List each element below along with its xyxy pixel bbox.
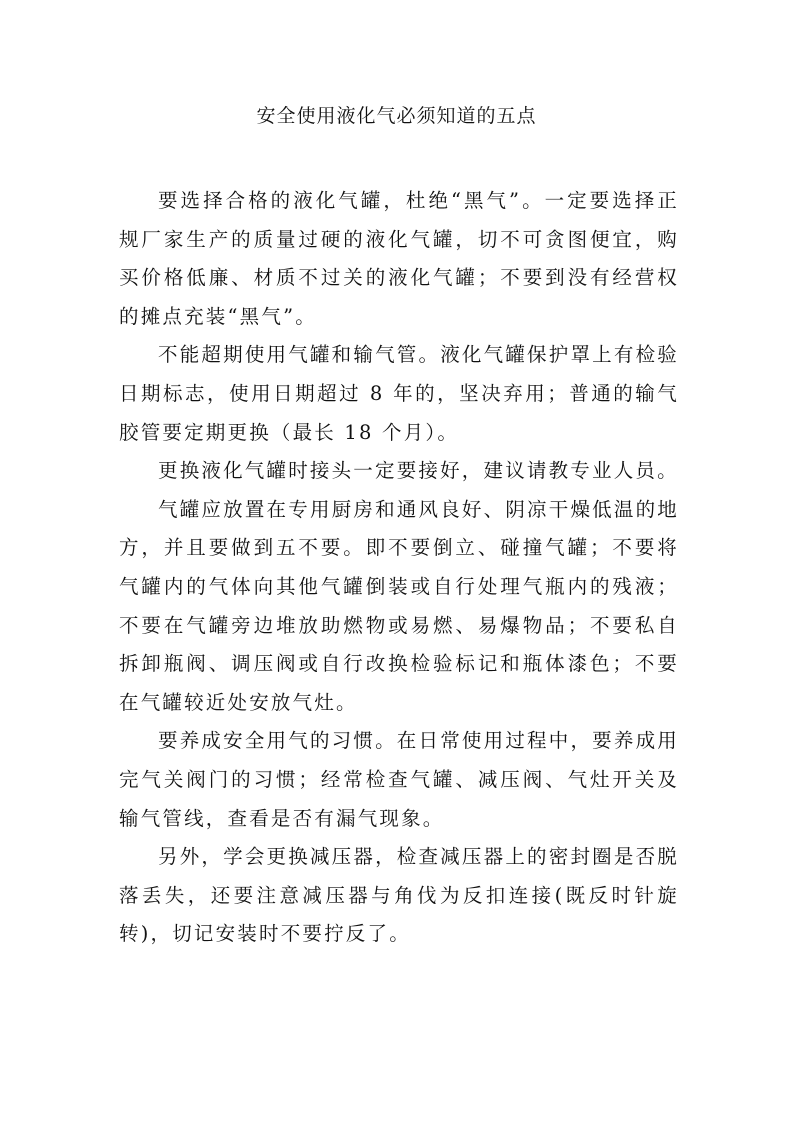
paragraph-connector: 更换液化气罐时接头一定要接好，建议请教专业人员。 — [158, 459, 679, 483]
document-body — [119, 182, 679, 954]
document-title: 安全使用液化气必须知道的五点 — [256, 105, 537, 127]
paragraph-regulator: 另外，学会更换减压器，检查减压器上的密封圈是否脱落丢失，还要注意减压器与角伐为反扣连接(既反时针旋转)，切记安装时不要拧反了。 — [119, 845, 679, 946]
paragraph-expiry-and-hose: 不能超期使用气罐和输气管。液化气罐保护罩上有检验日期标志，使用日期超过 8 年的，坚决弃用；普通的输气胶管要定期更换（最长 18 个月）。 — [119, 343, 679, 444]
paragraph-safe-habits: 要养成安全用气的习惯。在日常使用过程中，要养成用完气关阀门的习惯；经常检查气罐、减压阀、气灶开关及输气管线，查看是否有漏气现象。 — [119, 729, 679, 830]
paragraph-gas-tank-selection: 要选择合格的液化气罐，杜绝“黑气”。一定要选择正规厂家生产的质量过硬的液化气罐，切不可贪图便宜，购买价格低廉、材质不过关的液化气罐；不要到没有经营权的摊点充装“黑气”。 — [119, 189, 679, 328]
paragraph-placement-five-donts: 气罐应放置在专用厨房和通风良好、阴凉干燥低温的地方，并且要做到五不要。即不要倒立、碰撞气罐；不要将气罐内的气体向其他气罐倒装或自行处理气瓶内的残液；不要在气罐旁边堆放助燃物或易燃、易爆物品；不要私自拆卸瓶阀、调压阀或自行改换检验标记和瓶体漆色；不要在气罐较近处安放气灶。 — [119, 497, 679, 714]
